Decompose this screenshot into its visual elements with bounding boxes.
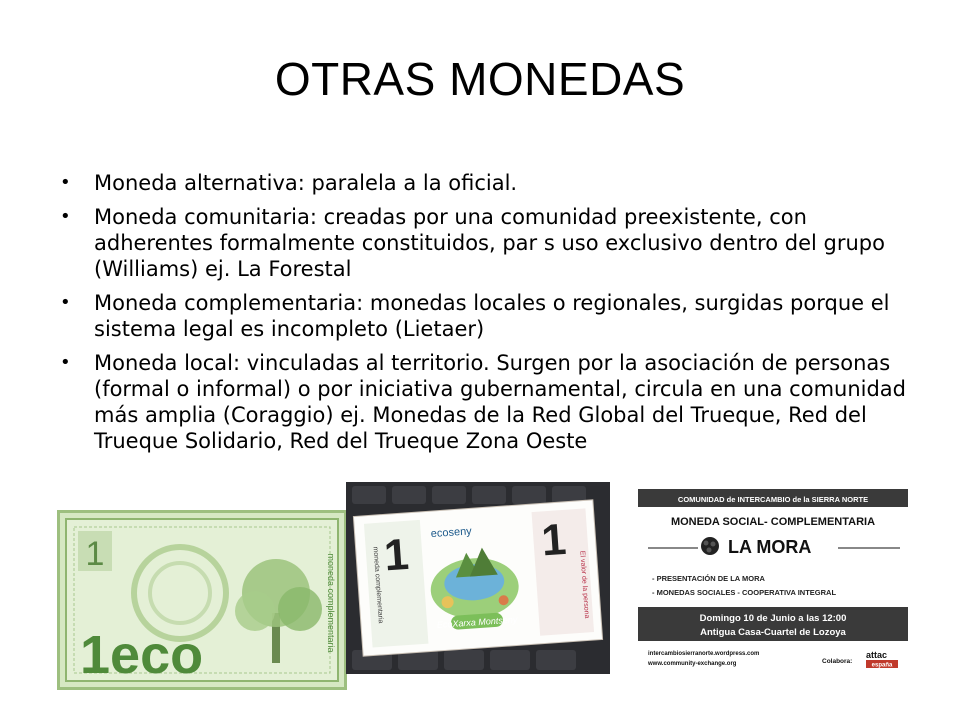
poster-url-1: intercambiosierranorte.wordpress.com [648, 651, 760, 657]
attac-logo-sub: españa [871, 662, 893, 669]
ecoseny-value-left: 1 [382, 529, 411, 581]
bullet-text: Moneda complementaria: monedas locales o regionales, surgidas porque el sistema legal es incompleto (Lietaer) [94, 291, 890, 341]
poster-collab: Colabora: [822, 658, 853, 665]
poster-title: MONEDA SOCIAL- COMPLEMENTARIA [670, 516, 876, 528]
poster-art [638, 489, 908, 676]
ecoseny-brand: ecoseny [430, 525, 473, 541]
bullet-item [58, 170, 908, 196]
poster-item-2: - MONEDAS SOCIALES - COOPERATIVA INTEGRAL [652, 588, 837, 597]
bullet-text: Moneda comunitaria: creadas por una comunidad preexistente, con adherentes formalmente constituidos, par s uso exclusivo dentro del grupo (Williams) ej. La Forestal [94, 205, 885, 281]
bullet-dot: • [60, 206, 71, 227]
bullet-item [58, 290, 908, 342]
ecoseny-banknote-photo [346, 482, 610, 674]
eco-note-text: 1eco [80, 625, 204, 685]
eco-note-side-text: moneda complementaria [326, 553, 336, 653]
bullet-item [58, 350, 908, 454]
poster-place: Antigua Casa-Cuartel de Lozoya [700, 627, 846, 638]
poster-url-2: www.community-exchange.org [648, 661, 737, 667]
poster-item-1: - PRESENTACIÓN DE LA MORA [652, 574, 765, 583]
ecoseny-network: EcoXarxa Montseny [436, 614, 518, 630]
bullet-item [58, 204, 908, 282]
eco-banknote-art [60, 513, 344, 687]
poster-name: LA MORA [728, 537, 812, 557]
la-mora-poster-image [638, 489, 908, 676]
bullet-list [58, 170, 908, 462]
ecoseny-side-left: moneda complementaria [371, 546, 384, 624]
eco-note-value: 1 [85, 535, 105, 573]
ecoseny-side-right: El valor de la persona [578, 550, 591, 619]
slide-title: OTRAS MONEDAS [274, 53, 686, 105]
attac-logo: attac [866, 650, 888, 660]
bullet-dot: • [60, 172, 71, 193]
berry-icon [701, 537, 719, 555]
bullet-text: Moneda local: vinculadas al territorio. Surgen por la asociación de personas (formal o informal) o por iniciativa gubernamental, circula en una comunidad más amplia (Coraggio) ej. Monedas de la Red Global del Trueque, Red del Trueque Solidario, Red del Trueque Zona Oeste [94, 351, 907, 453]
bullet-dot: • [60, 292, 71, 313]
ecoseny-value-right: 1 [539, 514, 568, 566]
bullet-dot: • [60, 352, 71, 373]
bullet-text: Moneda alternativa: paralela a la oficial. [94, 171, 518, 195]
ecoseny-photo-art [346, 482, 610, 674]
poster-header: COMUNIDAD de INTERCAMBIO de la SIERRA NORTE [677, 495, 869, 504]
eco-banknote-image [57, 510, 347, 690]
poster-date: Domingo 10 de Junio a las 12:00 [699, 613, 847, 624]
